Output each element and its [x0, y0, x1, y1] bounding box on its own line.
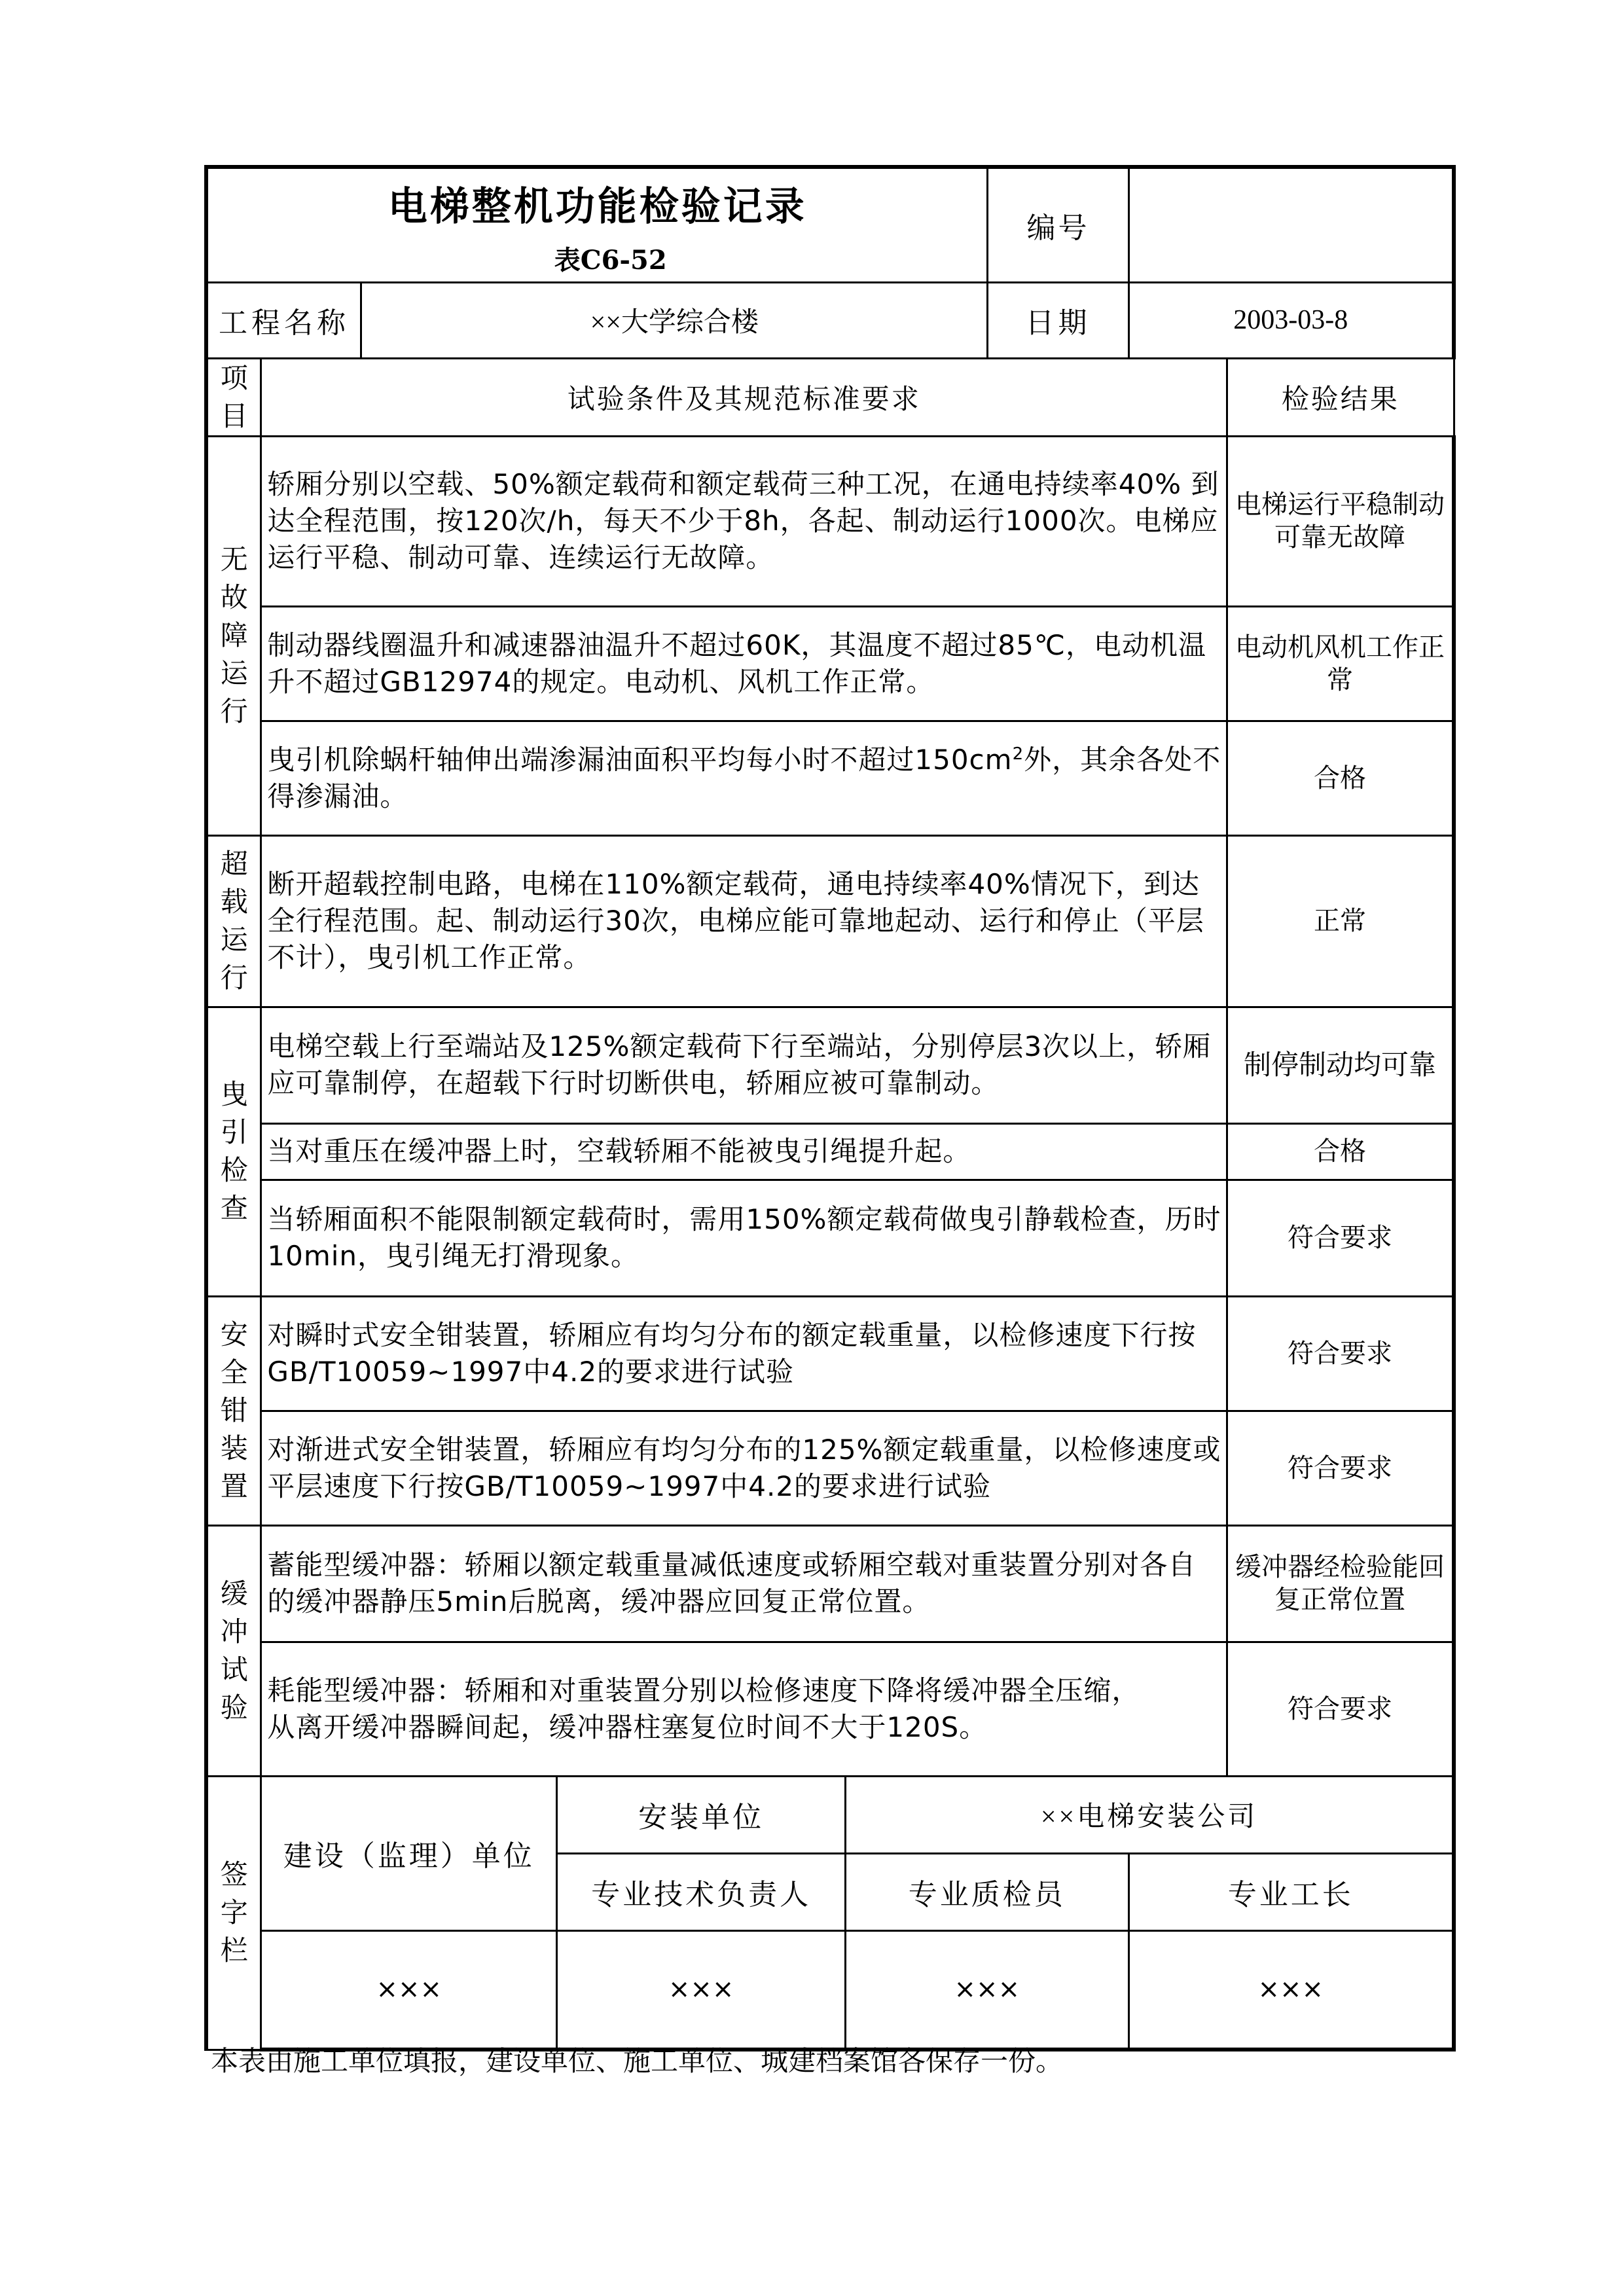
result-value: 合格: [1227, 1123, 1454, 1180]
result-value: 制停制动均可靠: [1227, 1007, 1454, 1123]
install-unit-value: ××电梯安装公司: [846, 1776, 1454, 1853]
requirement-text-part: 曳引机除蜗杆轴伸出端渗漏油面积平均每小时不超过150cm: [267, 743, 1013, 776]
date-value: 2003-03-8: [1128, 282, 1454, 358]
requirements-column-header: 试验条件及其规范标准要求: [261, 358, 1227, 436]
group-label-buffer-test: 缓冲试验: [206, 1525, 261, 1776]
requirement-line: 耗能型缓冲器：轿厢和对重装置分别以检修速度下降将缓冲器全压缩，: [267, 1674, 1140, 1707]
requirement-text: 当对重压在缓冲器上时，空载轿厢不能被曳引绳提升起。: [261, 1123, 1227, 1180]
result-value: 合格: [1227, 721, 1454, 835]
requirement-text: 当轿厢面积不能限制额定载荷时，需用150%额定载荷做曳引静载检查，历时10min，曳引绳无打滑现象。: [261, 1180, 1227, 1296]
group-label-traction-check: 曳引检查: [206, 1007, 261, 1296]
number-field[interactable]: [1128, 167, 1454, 282]
result-column-header: 检验结果: [1227, 358, 1454, 436]
requirement-line: 从离开缓冲器瞬间起，缓冲器柱塞复位时间不大于120S。: [267, 1710, 988, 1743]
superscript-2: 2: [1012, 744, 1024, 764]
requirement-text: 断开超载控制电路，电梯在110%额定载荷，通电持续率40%情况下，到达全行程范围。起、制动运行30次，电梯应能可靠地起动、运行和停止（平层不计），曳引机工作正常。: [261, 835, 1227, 1007]
item-column-header: 项目: [206, 358, 261, 436]
number-label: 编号: [988, 167, 1128, 282]
inspection-form: [204, 165, 1456, 2051]
title-cell: [206, 167, 988, 282]
footer-note: 本表由施工单位填报，建设单位、施工单位、城建档案馆各保存一份。: [211, 2047, 1064, 2077]
result-value: 缓冲器经检验能回复正常位置: [1227, 1525, 1454, 1642]
requirement-text: 电梯空载上行至端站及125%额定载荷下行至端站，分别停层3次以上，轿厢应可靠制停，在超载下行时切断供电，轿厢应被可靠制动。: [261, 1007, 1227, 1123]
group-label-overload-run: 超载运行: [206, 835, 261, 1007]
result-value: 电梯运行平稳制动可靠无故障: [1227, 436, 1454, 606]
requirement-text: 制动器线圈温升和减速器油温升不超过60K，其温度不超过85℃，电动机温升不超过GB12974的规定。电动机、风机工作正常。: [261, 606, 1227, 721]
requirement-text: 对瞬时式安全钳装置，轿厢应有均匀分布的额定载重量，以检修速度下行按GB/T10059~1997中4.2的要求进行试验: [261, 1296, 1227, 1411]
requirement-text: 对渐进式安全钳装置，轿厢应有均匀分布的125%额定载重量，以检修速度或平层速度下行按GB/T10059~1997中4.2的要求进行试验: [261, 1411, 1227, 1525]
tech-lead-signature[interactable]: ×××: [557, 1930, 846, 2050]
project-name-label: 工程名称: [206, 282, 361, 358]
requirement-text: [261, 721, 1227, 835]
foreman-signature[interactable]: ×××: [1128, 1930, 1454, 2050]
signature-section-label: 签字栏: [206, 1776, 261, 2050]
date-label: 日期: [988, 282, 1128, 358]
tech-lead-label: 专业技术负责人: [557, 1853, 846, 1930]
result-value: 电动机风机工作正常: [1227, 606, 1454, 721]
form-title: 电梯整机功能检验记录: [388, 184, 807, 230]
requirement-text-part: 外，其余各处不得渗漏油。: [267, 743, 1221, 812]
group-label-no-fault-run: 无故障运行: [206, 436, 261, 835]
result-value: 符合要求: [1227, 1296, 1454, 1411]
owner-unit-label: 建设（监理）单位: [261, 1776, 557, 1930]
table-number: 表C6-52: [554, 245, 667, 276]
project-name-value: ××大学综合楼: [361, 282, 988, 358]
result-value: 正常: [1227, 835, 1454, 1007]
requirement-text: [261, 1642, 1227, 1776]
result-value: 符合要求: [1227, 1411, 1454, 1525]
requirement-text: 轿厢分别以空载、50%额定载荷和额定载荷三种工况，在通电持续率40% 到达全程范围，按120次/h，每天不少于8h，各起、制动运行1000次。电梯应运行平稳、制动可靠、连续运行无故障。: [261, 436, 1227, 606]
quality-inspector-signature[interactable]: ×××: [846, 1930, 1128, 2050]
owner-signature[interactable]: ×××: [261, 1930, 557, 2050]
foreman-label: 专业工长: [1128, 1853, 1454, 1930]
result-value: 符合要求: [1227, 1180, 1454, 1296]
result-value: 符合要求: [1227, 1642, 1454, 1776]
group-label-safety-gear: 安全钳装置: [206, 1296, 261, 1525]
inspection-table: [204, 165, 1456, 2051]
install-unit-label: 安装单位: [557, 1776, 846, 1853]
quality-inspector-label: 专业质检员: [846, 1853, 1128, 1930]
requirement-text: 蓄能型缓冲器：轿厢以额定载重量减低速度或轿厢空载对重装置分别对各自的缓冲器静压5min后脱离，缓冲器应回复正常位置。: [261, 1525, 1227, 1642]
